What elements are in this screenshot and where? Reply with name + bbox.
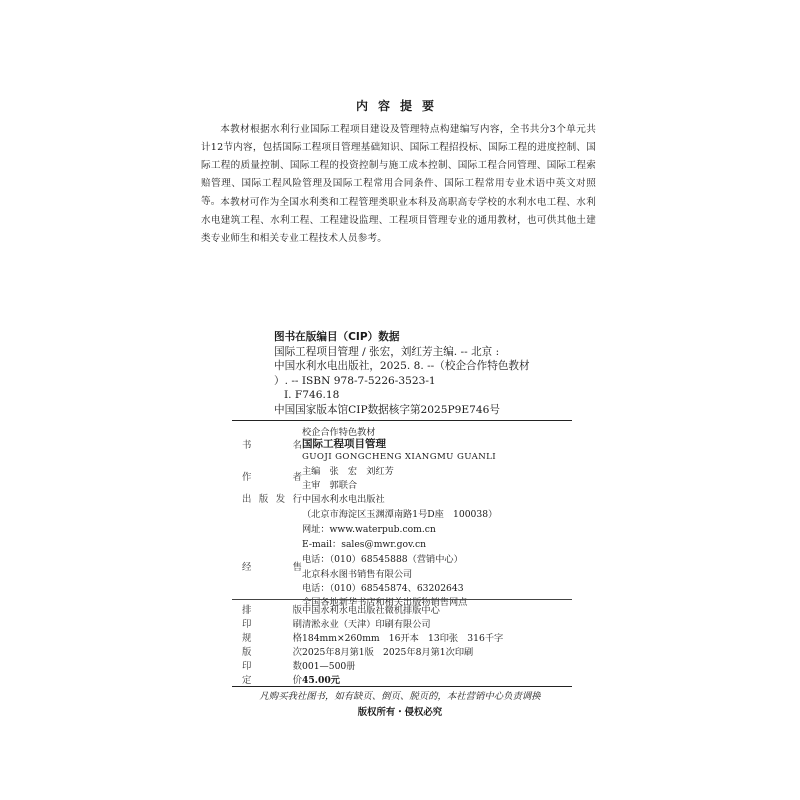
distributor-note: 全国各地新华书店和相关出版物销售网点 — [302, 597, 468, 608]
copyright-notice: 版权所有・侵权必究 — [357, 707, 443, 718]
publisher-address: （北京市海淀区玉渊潭南路1号D座 100038） — [302, 509, 498, 520]
label-char: 经 — [242, 562, 252, 573]
label-distributor — [242, 559, 302, 573]
distributor-phone: 电话：（010）68545874、63202643 — [302, 583, 464, 594]
label-spec — [242, 630, 302, 644]
cip-line: 中国国家版本馆CIP数据核字第2025P9E746号 — [274, 403, 500, 416]
cip-line: ）. -- ISBN 978-7-5226-3523-1 — [274, 374, 436, 387]
editor: 主编 张 宏 刘红芳 — [302, 466, 394, 477]
typeset: 中国水利水电出版社微机排版中心 — [302, 605, 440, 616]
label-char: 售 — [292, 562, 302, 573]
label-char: 名 — [292, 440, 302, 451]
label-char: 出 — [242, 494, 252, 505]
copies: 001—500册 — [302, 661, 356, 672]
cip-title: 图书在版编目（CIP）数据 — [274, 331, 400, 343]
publisher-web: 网址：www.waterpub.com.cn — [302, 524, 436, 535]
edition: 2025年8月第1版 2025年8月第1次印刷 — [302, 647, 474, 658]
label-char: 发 — [275, 494, 286, 505]
label-char: 印 — [242, 661, 252, 672]
label-char: 刷 — [292, 619, 302, 630]
distributor: 北京科水图书销售有限公司 — [302, 569, 413, 580]
footer-note: 凡购买我社图书，如有缺页、倒页、脱页的，本社营销中心负责调换 — [259, 691, 541, 702]
label-char: 印 — [242, 619, 252, 630]
label-char: 数 — [292, 661, 302, 672]
book-title: 国际工程项目管理 — [302, 438, 386, 450]
publisher-email: E-mail：sales@mwr.gov.cn — [302, 539, 427, 550]
divider — [232, 686, 572, 687]
summary-title: 内容提要 — [355, 99, 444, 113]
printer: 清淞永业（天津）印刷有限公司 — [302, 619, 431, 630]
label-char: 版 — [258, 494, 269, 505]
divider — [232, 420, 572, 421]
label-char: 版 — [292, 605, 302, 616]
label-author — [242, 469, 302, 483]
label-char: 书 — [242, 440, 252, 451]
label-typeset — [242, 602, 302, 616]
cip-line: 国际工程项目管理 / 张宏，刘红芳主编. -- 北京 : — [274, 345, 500, 358]
label-edition — [242, 644, 302, 658]
label-char: 定 — [242, 675, 252, 686]
label-char: 规 — [242, 633, 252, 644]
summary-paragraph-2: 本教材可作为全国水利类和工程管理类职业本科及高职高专学校的水利水电工程、水利水电建筑工程、水利工程、工程建设监理、工程项目管理专业的通用教材，也可供其他土建类专业师生和相关专业工程技术人员参考。 — [201, 197, 596, 244]
label-char: 作 — [242, 472, 252, 483]
publisher: 中国水利水电出版社 — [302, 494, 385, 505]
cip-line: Ⅰ. F746.18 — [284, 389, 340, 401]
spec: 184mm×260mm 16开本 13印张 316千字 — [302, 633, 504, 644]
reviewer: 主审 郭联合 — [302, 480, 358, 491]
label-char: 行 — [292, 494, 302, 505]
label-print — [242, 616, 302, 630]
label-book-title — [242, 437, 302, 451]
cip-line: 中国水利水电出版社，2025. 8. --（校企合作特色教材 — [274, 360, 530, 372]
book-pinyin: GUOJI GONGCHENG XIANGMU GUANLI — [302, 452, 497, 462]
label-price — [242, 672, 302, 686]
divider — [232, 599, 572, 600]
price: 45.00元 — [302, 675, 340, 686]
label-char: 者 — [292, 472, 302, 483]
label-publisher — [242, 491, 302, 505]
publisher-phone: 电话：（010）68545888（营销中心） — [302, 554, 463, 565]
label-char: 排 — [242, 605, 252, 616]
summary-paragraph-1: 本教材根据水利行业国际工程项目建设及管理特点构建编写内容，全书共分3个单元共计12节内容，包括国际工程项目管理基础知识、国际工程招投标、国际工程的进度控制、国际工程的质量控制、国际工程的投资控制与施工成本控制、国际工程合同管理、国际工程索赔管理、国际工程风险管理及国际工程常用合同条件、国际工程常用专业术语中英文对照等。 — [201, 124, 596, 207]
label-char: 次 — [292, 647, 302, 658]
series-name: 校企合作特色教材 — [302, 427, 376, 438]
label-char: 版 — [242, 647, 252, 658]
label-char: 格 — [292, 633, 302, 644]
label-char: 价 — [292, 675, 302, 686]
label-copies — [242, 658, 302, 672]
cip-block — [274, 330, 574, 417]
